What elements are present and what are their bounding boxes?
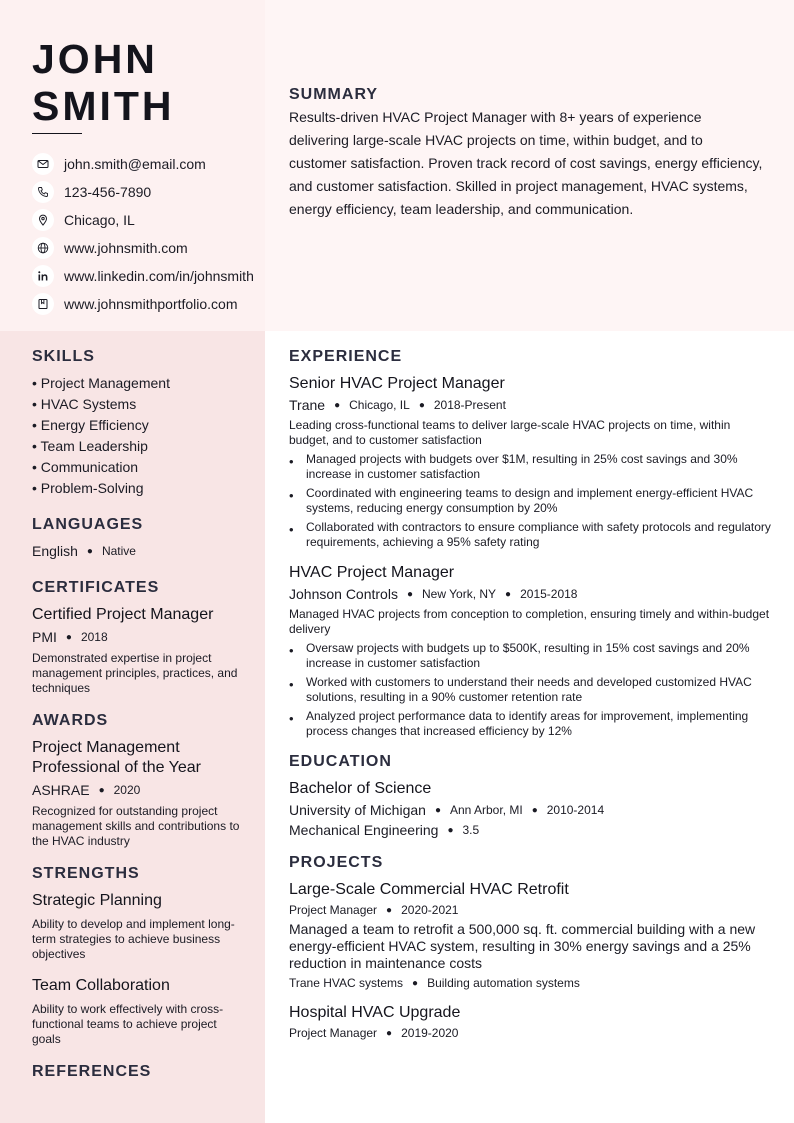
certificate-name: Certified Project Manager (32, 606, 214, 623)
job-company: Trane (289, 397, 326, 413)
project-description: Managed a team to retrofit a 500,000 sq. ft. commercial building with a new energy-efficient HVAC system, resulting in 30% energy savings and a 25% reduction in maintenance costs (289, 921, 756, 971)
left-column (32, 348, 247, 1081)
awards-section (32, 712, 247, 849)
job-meta (289, 586, 771, 602)
certificate-meta (32, 629, 247, 645)
school-location: Ann Arbor, MI (449, 803, 523, 817)
list-item: • Project Management (32, 375, 170, 391)
job-description: Leading cross-functional teams to deliver large-scale HVAC projects on time, within budget, and to customer satisfaction (289, 418, 731, 447)
list-item: • Problem-Solving (32, 480, 144, 496)
certificate-year: 2018 (80, 630, 108, 644)
separator-dot: ● (406, 588, 413, 600)
linkedin-icon (32, 265, 54, 287)
references-heading: REFERENCES (32, 1063, 152, 1080)
strength-name: Strategic Planning (32, 892, 162, 909)
separator-dot: ● (505, 588, 512, 600)
project-dates: 2019-2020 (401, 1026, 459, 1040)
list-item: • Team Leadership (32, 438, 148, 454)
project-role: Project Manager (289, 903, 378, 917)
list-item: • Energy Efficiency (32, 417, 149, 433)
references-section (32, 1063, 247, 1081)
project-tag: Building automation systems (427, 976, 580, 990)
skills-heading: SKILLS (32, 348, 95, 365)
separator-dot: ● (86, 545, 93, 557)
job-company: Johnson Controls (289, 586, 398, 602)
name-divider (32, 133, 82, 134)
project-name: Large-Scale Commercial HVAC Retrofit (289, 881, 569, 898)
project-name: Hospital HVAC Upgrade (289, 1004, 461, 1021)
experience-heading: EXPERIENCE (289, 348, 403, 365)
award-issuer: ASHRAE (32, 782, 90, 798)
right-column (289, 348, 771, 1040)
job-entry (289, 373, 771, 550)
list-item: • Worked with customers to understand their needs and developed customized HVAC solutions, resulting in a 90% customer retention rate (289, 675, 771, 705)
major-name: Mechanical Engineering (289, 822, 439, 838)
project-entry (289, 1002, 771, 1040)
location-pin-icon (32, 209, 54, 231)
job-location: Chicago, IL (349, 398, 410, 412)
certificate-issuer: PMI (32, 629, 57, 645)
separator-dot: ● (447, 824, 454, 836)
list-item: • Communication (32, 459, 139, 475)
job-title: Senior HVAC Project Manager (289, 375, 505, 392)
candidate-name: JOHN SMITH (32, 36, 175, 129)
separator-dot: ● (334, 399, 341, 411)
job-entry (289, 562, 771, 739)
language-name: English (32, 543, 78, 559)
job-dates: 2018-Present (433, 398, 506, 412)
award-meta (32, 782, 247, 798)
contact-location: Chicago, IL (32, 206, 254, 234)
job-title: HVAC Project Manager (289, 564, 455, 581)
portfolio-icon (32, 293, 54, 315)
school-name: University of Michigan (289, 802, 426, 818)
experience-section (289, 348, 771, 739)
contact-website[interactable]: www.johnsmith.com (32, 234, 254, 262)
job-meta (289, 397, 771, 413)
contact-phone[interactable]: 123-456-7890 (32, 178, 254, 206)
project-meta (289, 1026, 771, 1040)
strength-description: Ability to develop and implement long-term strategies to achieve business objectives (32, 917, 235, 961)
project-dates: 2020-2021 (401, 903, 459, 917)
projects-heading: PROJECTS (289, 854, 384, 871)
project-tag: Trane HVAC systems (289, 976, 404, 990)
certificates-heading: CERTIFICATES (32, 579, 160, 596)
skills-section (32, 348, 247, 499)
project-role: Project Manager (289, 1026, 378, 1040)
separator-dot: ● (386, 1027, 393, 1039)
award-name: Project Management Professional of the Year (32, 739, 202, 776)
awards-heading: AWARDS (32, 712, 109, 729)
summary-text: Results-driven HVAC Project Manager with 8+ years of experience delivering large-scale HVAC projects on time, within budget, and to customer satisfaction. Proven track record of cost savings, energy efficiency, and customer satisfaction. Skilled in project management, HVAC systems, energy efficiency, team leadership, and communication. (289, 109, 763, 217)
strength-name: Team Collaboration (32, 977, 170, 994)
phone-icon (32, 181, 54, 203)
globe-icon (32, 237, 54, 259)
education-heading: EDUCATION (289, 753, 392, 770)
gpa-value: 3.5 (462, 823, 480, 837)
strength-description: Ability to work effectively with cross-functional teams to achieve project goals (32, 1002, 224, 1046)
separator-dot: ● (418, 399, 425, 411)
degree-name: Bachelor of Science (289, 780, 432, 797)
award-description: Recognized for outstanding project management skills and contributions to the HVAC industry (32, 804, 240, 848)
envelope-icon (32, 153, 54, 175)
list-item: • Managed projects with budgets over $1M, resulting in 25% cost savings and 30% increase in customer satisfaction (289, 452, 771, 482)
list-item: • Analyzed project performance data to identify areas for improvement, implementing process changes that increased efficiency by 12% (289, 709, 771, 739)
award-year: 2020 (113, 783, 141, 797)
separator-dot: ● (386, 904, 393, 916)
summary-section (289, 86, 764, 221)
skills-list (32, 373, 247, 499)
project-entry (289, 879, 771, 990)
separator-dot: ● (412, 977, 419, 989)
education-major-row (289, 822, 771, 838)
job-location: New York, NY (422, 587, 497, 601)
languages-section (32, 516, 247, 559)
language-level: Native (101, 544, 136, 558)
contact-list (32, 150, 254, 318)
list-item: • Oversaw projects with budgets up to $500K, resulting in 15% cost savings and 20% increase in customer satisfaction (289, 641, 771, 671)
contact-portfolio[interactable]: www.johnsmithportfolio.com (32, 290, 254, 318)
strengths-heading: STRENGTHS (32, 865, 140, 882)
list-item: • Collaborated with contractors to ensure compliance with safety protocols and regulatory requirements, achieving a 95% safety rating (289, 520, 771, 550)
job-bullets (289, 641, 771, 739)
project-tags (289, 976, 771, 990)
languages-heading: LANGUAGES (32, 516, 144, 533)
separator-dot: ● (531, 804, 538, 816)
contact-linkedin[interactable]: www.linkedin.com/in/johnsmith (32, 262, 254, 290)
project-meta (289, 903, 771, 917)
education-dates: 2010-2014 (546, 803, 605, 817)
certificates-section (32, 579, 247, 696)
separator-dot: ● (65, 631, 72, 643)
education-section (289, 753, 771, 838)
summary-heading: SUMMARY (289, 86, 379, 103)
separator-dot: ● (434, 804, 441, 816)
language-row (32, 543, 247, 559)
list-item: • HVAC Systems (32, 396, 137, 412)
strengths-section (32, 865, 247, 1047)
job-dates: 2015-2018 (520, 587, 578, 601)
projects-section (289, 854, 771, 1040)
job-description: Managed HVAC projects from conception to completion, ensuring timely and within-budget delivery (289, 607, 770, 636)
job-bullets (289, 452, 771, 550)
education-meta (289, 802, 771, 818)
contact-email[interactable]: john.smith@email.com (32, 150, 254, 178)
certificate-description: Demonstrated expertise in project management principles, practices, and techniques (32, 651, 238, 695)
list-item: • Coordinated with engineering teams to design and implement energy-efficient HVAC systems, reducing energy consumption by 20% (289, 486, 771, 516)
separator-dot: ● (98, 784, 105, 796)
